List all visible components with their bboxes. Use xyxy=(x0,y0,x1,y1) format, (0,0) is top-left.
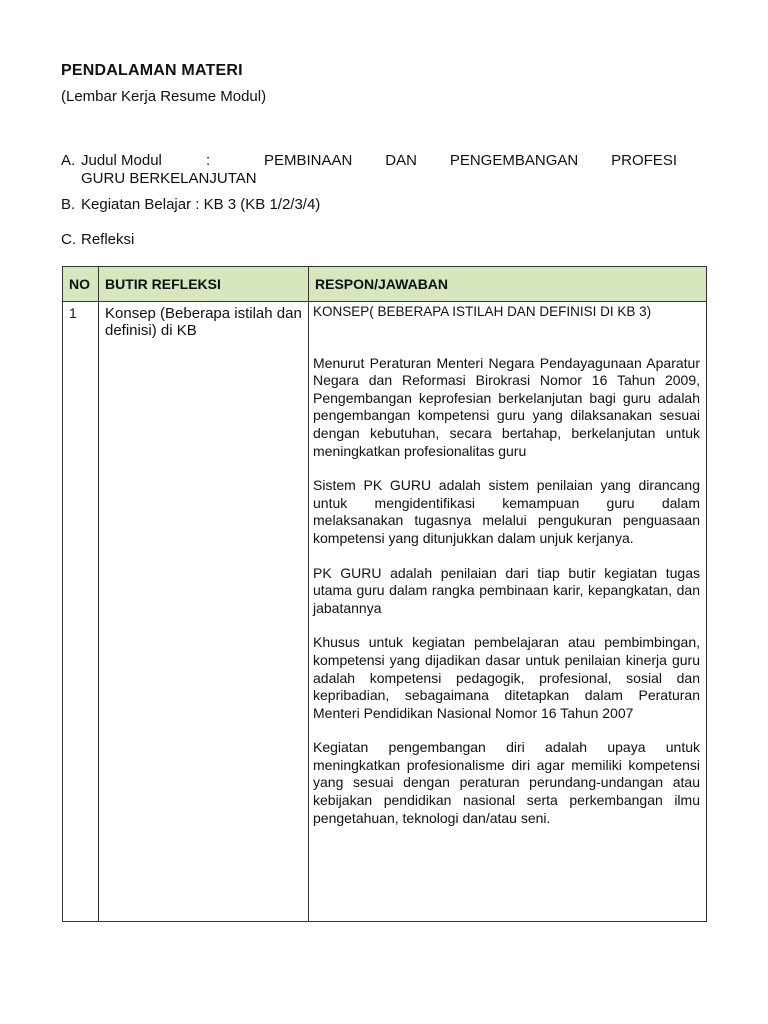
page-title: PENDALAMAN MATERI xyxy=(61,62,243,79)
judul-modul-colon: : xyxy=(206,152,211,169)
respon-paragraph: Sistem PK GURU adalah sistem penilaian yang dirancang untuk mengidentifikasi kemampuan guru dalam melaksanakan tugasnya melalui pengukuran penguasaan kompetensi yang ditunjukkan dalam unjuk kerjanya. xyxy=(313,477,700,546)
respon-paragraph: PK GURU adalah penilaian dari tiap butir kegiatan tugas utama guru dalam rangka pembinaan karir, kepangkatan, dan jabatannya xyxy=(313,564,700,616)
respon-heading: KONSEP( BEBERAPA ISTILAH DAN DEFINISI DI KB 3) xyxy=(313,304,652,319)
cell-respon-jawaban xyxy=(309,302,707,922)
cell-butir-refleksi: Konsep (Beberapa istilah dan definisi) di KB xyxy=(99,302,309,922)
section-refleksi xyxy=(61,231,677,249)
table-row xyxy=(63,302,707,922)
judul-modul-line xyxy=(81,152,677,170)
header-no: NO xyxy=(63,267,99,302)
judul-word: PEMBINAAN xyxy=(263,152,353,169)
section-letter: A. xyxy=(61,152,76,169)
respon-paragraph: Kegiatan pengembangan diri adalah upaya untuk meningkatkan profesionalisme diri agar memiliki kompetensi yang sesuai dengan peraturan perundang-undangan atau kebijakan pendidikan nasional serta perkembangan ilmu pengetahuan, teknologi dan/atau seni. xyxy=(313,739,700,826)
page-subtitle: (Lembar Kerja Resume Modul) xyxy=(61,88,267,105)
respon-paragraph: Khusus untuk kegiatan pembelajaran atau pembimbingan, kompetensi yang dijadikan dasar untuk penilaian kinerja guru adalah kompetensi pedagogik, profesional, sosial dan kepribadian, sebagaimana ditetapkan dalam Peraturan Menteri Pendidikan Nasional Nomor 16 Tahun 2007 xyxy=(313,634,700,721)
respon-paragraph: Menurut Peraturan Menteri Negara Pendayagunaan Aparatur Negara dan Reformasi Birokrasi Nomor 16 Tahun 2009, Pengembangan keprofesian berkelanjutan bagi guru adalah pengembangan kompetensi guru yang dilaksanakan sesuai dengan kebutuhan, secara bertahap, berkelanjutan untuk meningkatkan profesionalitas guru xyxy=(313,354,700,459)
judul-modul-line-2: GURU BERKELANJUTAN xyxy=(81,170,257,187)
judul-word: PENGEMBANGAN xyxy=(449,152,579,169)
judul-modul-label: Judul Modul xyxy=(81,152,162,169)
section-letter: C. xyxy=(61,231,76,248)
section-letter: B. xyxy=(61,196,76,213)
table-header-row xyxy=(63,267,707,302)
cell-no: 1 xyxy=(63,302,99,922)
refleksi-table xyxy=(62,266,707,922)
header-butir-refleksi: BUTIR REFLEKSI xyxy=(99,267,309,302)
section-kegiatan-belajar xyxy=(61,196,677,214)
section-judul-modul xyxy=(61,152,677,188)
judul-word: DAN xyxy=(385,152,417,169)
refleksi-heading: Refleksi xyxy=(81,231,135,248)
kegiatan-belajar-text: Kegiatan Belajar : KB 3 (KB 1/2/3/4) xyxy=(81,196,321,213)
header-respon-jawaban: RESPON/JAWABAN xyxy=(309,267,707,302)
judul-word: PROFESI xyxy=(611,152,677,169)
